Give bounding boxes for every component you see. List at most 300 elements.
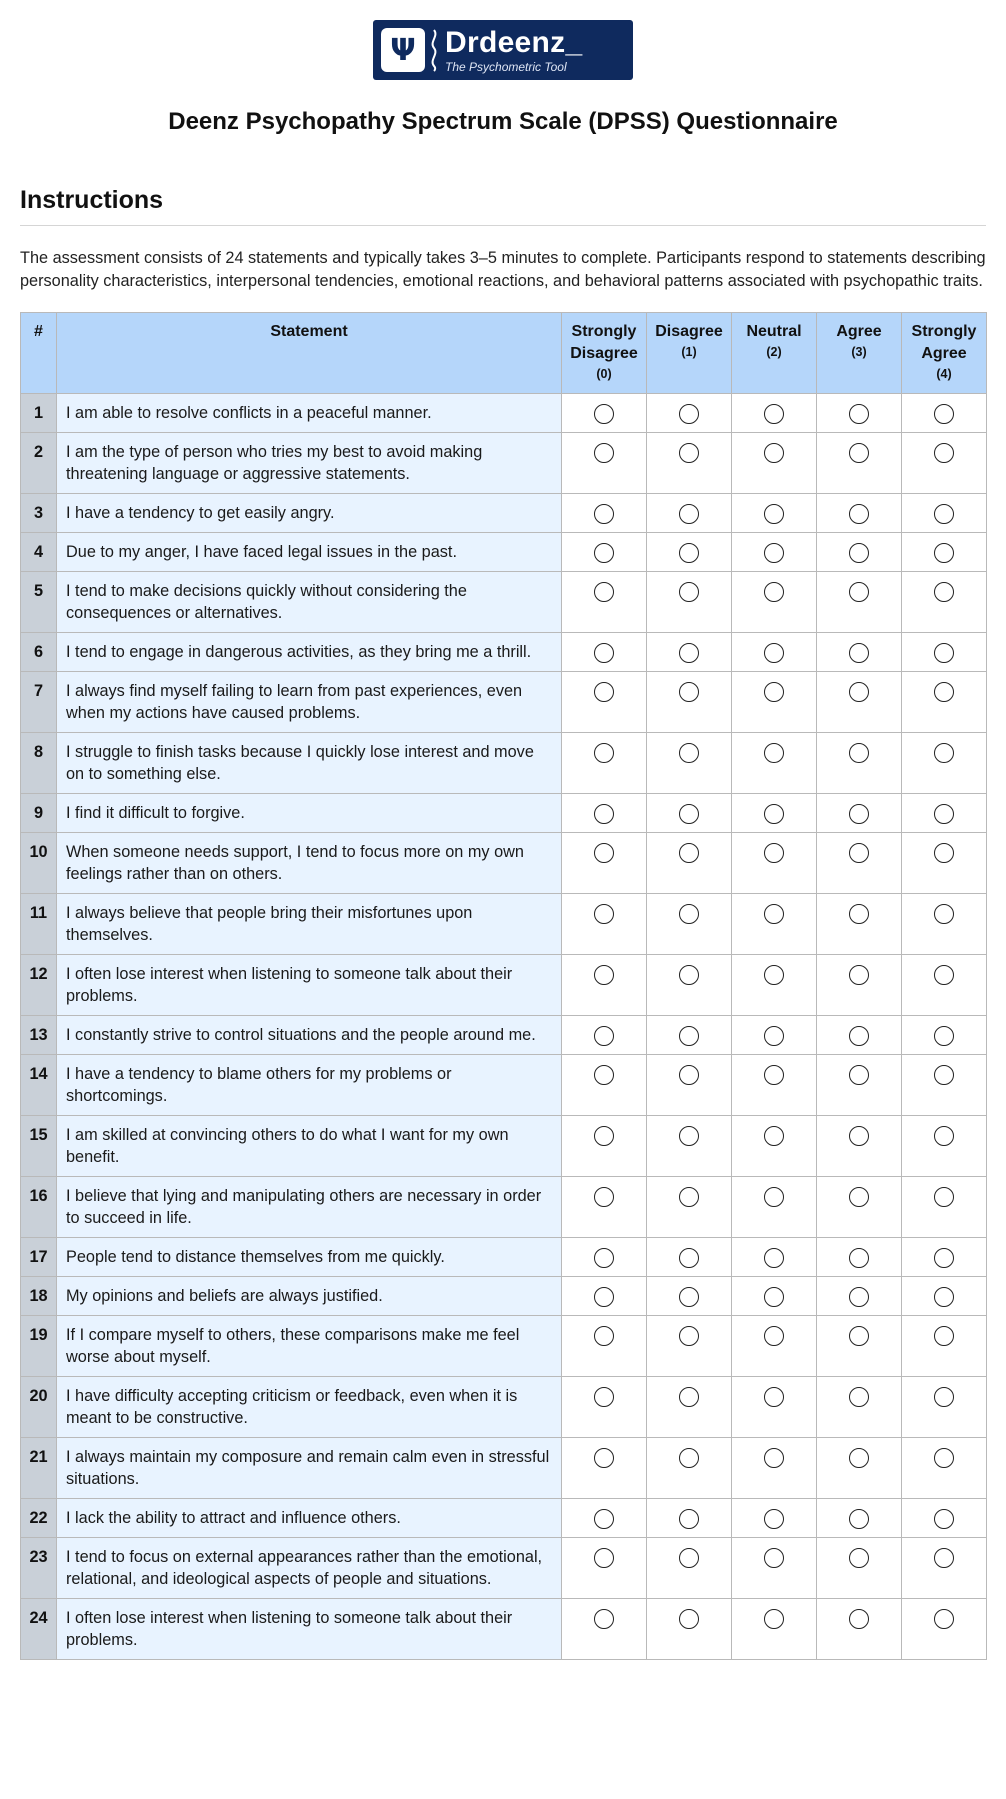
- row-number: 22: [21, 1499, 57, 1538]
- answer-cell: [562, 633, 647, 672]
- answer-cell: [562, 1316, 647, 1377]
- answer-radio[interactable]: [934, 904, 954, 924]
- answer-radio[interactable]: [934, 1026, 954, 1046]
- answer-cell: [817, 1016, 902, 1055]
- answer-radio[interactable]: [679, 543, 699, 563]
- answer-cell: [647, 1599, 732, 1660]
- answer-cell: [902, 1316, 987, 1377]
- answer-radio[interactable]: [934, 643, 954, 663]
- answer-cell: [562, 394, 647, 433]
- table-header-row: [21, 313, 987, 394]
- answer-radio[interactable]: [764, 1065, 784, 1085]
- answer-cell: [647, 494, 732, 533]
- row-statement: I find it difficult to forgive.: [57, 794, 562, 833]
- answer-radio[interactable]: [764, 965, 784, 985]
- answer-cell: [732, 1016, 817, 1055]
- row-statement: I always maintain my composure and remain calm even in stressful situations.: [57, 1438, 562, 1499]
- answer-radio[interactable]: [594, 965, 614, 985]
- table-row: [21, 894, 987, 955]
- table-row: [21, 955, 987, 1016]
- row-number: 16: [21, 1177, 57, 1238]
- answer-radio[interactable]: [679, 804, 699, 824]
- answer-cell: [562, 1377, 647, 1438]
- answer-cell: [902, 733, 987, 794]
- header-option-label: Agree: [836, 323, 882, 340]
- answer-radio[interactable]: [594, 1126, 614, 1146]
- answer-radio[interactable]: [934, 743, 954, 763]
- table-row: [21, 1116, 987, 1177]
- answer-radio[interactable]: [594, 1326, 614, 1346]
- answer-radio[interactable]: [764, 1448, 784, 1468]
- answer-cell: [817, 533, 902, 572]
- row-statement: I always find myself failing to learn from past experiences, even when my actions have caused problems.: [57, 672, 562, 733]
- row-statement: My opinions and beliefs are always justified.: [57, 1277, 562, 1316]
- answer-cell: [562, 1177, 647, 1238]
- answer-radio[interactable]: [764, 582, 784, 602]
- answer-cell: [732, 1438, 817, 1499]
- answer-cell: [817, 894, 902, 955]
- answer-radio[interactable]: [934, 582, 954, 602]
- answer-cell: [732, 633, 817, 672]
- answer-radio[interactable]: [934, 1609, 954, 1629]
- instructions-text: The assessment consists of 24 statements and typically takes 3–5 minutes to complete. Participants respond to statements describing personality characteristics, interpersonal tendencies, emotional reactions, and behavioral patterns associated with psychopathic traits.: [20, 249, 986, 290]
- answer-cell: [902, 572, 987, 633]
- header-option-label: Strongly Disagree: [570, 323, 638, 362]
- answer-cell: [647, 1316, 732, 1377]
- answer-cell: [562, 433, 647, 494]
- answer-cell: [732, 1177, 817, 1238]
- answer-radio[interactable]: [849, 643, 869, 663]
- answer-cell: [647, 1238, 732, 1277]
- table-row: [21, 733, 987, 794]
- answer-radio[interactable]: [764, 1026, 784, 1046]
- row-statement: I have a tendency to blame others for my problems or shortcomings.: [57, 1055, 562, 1116]
- row-number: 19: [21, 1316, 57, 1377]
- answer-cell: [902, 955, 987, 1016]
- row-number: 3: [21, 494, 57, 533]
- answer-cell: [562, 533, 647, 572]
- answer-radio[interactable]: [849, 1548, 869, 1568]
- answer-cell: [647, 1438, 732, 1499]
- answer-radio[interactable]: [934, 1548, 954, 1568]
- answer-radio[interactable]: [764, 1326, 784, 1346]
- answer-cell: [732, 1377, 817, 1438]
- answer-radio[interactable]: [934, 804, 954, 824]
- answer-cell: [562, 1599, 647, 1660]
- answer-radio[interactable]: [934, 1065, 954, 1085]
- answer-radio[interactable]: [594, 443, 614, 463]
- row-number: 1: [21, 394, 57, 433]
- table-row: [21, 533, 987, 572]
- answer-cell: [647, 1116, 732, 1177]
- header-option-score: (4): [936, 367, 952, 381]
- row-number: 23: [21, 1538, 57, 1599]
- answer-cell: [817, 1599, 902, 1660]
- answer-radio[interactable]: [934, 843, 954, 863]
- answer-cell: [817, 1238, 902, 1277]
- row-statement: I tend to engage in dangerous activities, as they bring me a thrill.: [57, 633, 562, 672]
- answer-radio[interactable]: [849, 965, 869, 985]
- logo-tagline: The Psychometric Tool: [445, 59, 567, 74]
- answer-cell: [902, 1116, 987, 1177]
- row-number: 14: [21, 1055, 57, 1116]
- answer-radio[interactable]: [849, 843, 869, 863]
- answer-cell: [817, 494, 902, 533]
- answer-cell: [817, 1377, 902, 1438]
- answer-radio[interactable]: [849, 1026, 869, 1046]
- answer-cell: [902, 794, 987, 833]
- answer-radio[interactable]: [679, 904, 699, 924]
- row-statement: I constantly strive to control situations and the people around me.: [57, 1016, 562, 1055]
- answer-cell: [732, 1316, 817, 1377]
- answer-radio[interactable]: [934, 443, 954, 463]
- answer-radio[interactable]: [934, 965, 954, 985]
- answer-cell: [562, 1538, 647, 1599]
- answer-cell: [902, 1238, 987, 1277]
- row-number: 11: [21, 894, 57, 955]
- row-number: 5: [21, 572, 57, 633]
- answer-cell: [817, 1316, 902, 1377]
- answer-radio[interactable]: [594, 543, 614, 563]
- answer-radio[interactable]: [934, 504, 954, 524]
- answer-cell: [562, 672, 647, 733]
- answer-radio[interactable]: [764, 543, 784, 563]
- table-row: [21, 1055, 987, 1116]
- answer-radio[interactable]: [679, 582, 699, 602]
- answer-radio[interactable]: [764, 904, 784, 924]
- answer-radio[interactable]: [764, 1187, 784, 1207]
- answer-radio[interactable]: [679, 1448, 699, 1468]
- row-statement: When someone needs support, I tend to focus more on my own feelings rather than on others.: [57, 833, 562, 894]
- header-option-score: (3): [851, 345, 867, 359]
- answer-cell: [562, 494, 647, 533]
- answer-cell: [902, 1499, 987, 1538]
- answer-radio[interactable]: [679, 1387, 699, 1407]
- header-option-score: (1): [681, 345, 697, 359]
- row-number: 15: [21, 1116, 57, 1177]
- answer-cell: [562, 1055, 647, 1116]
- answer-cell: [902, 833, 987, 894]
- answer-radio[interactable]: [934, 1387, 954, 1407]
- answer-cell: [647, 733, 732, 794]
- row-number: 20: [21, 1377, 57, 1438]
- answer-cell: [647, 833, 732, 894]
- answer-cell: [817, 733, 902, 794]
- answer-radio[interactable]: [764, 682, 784, 702]
- answer-radio[interactable]: [594, 1248, 614, 1268]
- answer-radio[interactable]: [934, 1187, 954, 1207]
- answer-radio[interactable]: [849, 504, 869, 524]
- answer-cell: [647, 433, 732, 494]
- answer-radio[interactable]: [594, 1187, 614, 1207]
- table-row: [21, 1016, 987, 1055]
- answer-radio[interactable]: [594, 1287, 614, 1307]
- answer-radio[interactable]: [934, 1509, 954, 1529]
- answer-cell: [732, 894, 817, 955]
- answer-radio[interactable]: [764, 1387, 784, 1407]
- answer-cell: [732, 794, 817, 833]
- answer-cell: [902, 394, 987, 433]
- answer-radio[interactable]: [679, 643, 699, 663]
- answer-radio[interactable]: [764, 643, 784, 663]
- answer-cell: [562, 1238, 647, 1277]
- answer-cell: [732, 1499, 817, 1538]
- row-number: 4: [21, 533, 57, 572]
- answer-cell: [817, 833, 902, 894]
- answer-radio[interactable]: [679, 1287, 699, 1307]
- header-option-label: Strongly Agree: [911, 323, 977, 362]
- answer-cell: [817, 1499, 902, 1538]
- answer-cell: [902, 672, 987, 733]
- answer-cell: [817, 1116, 902, 1177]
- answer-radio[interactable]: [594, 1387, 614, 1407]
- answer-cell: [902, 1055, 987, 1116]
- answer-cell: [817, 633, 902, 672]
- questionnaire-table: [20, 312, 987, 1660]
- answer-radio[interactable]: [594, 804, 614, 824]
- answer-radio[interactable]: [679, 1026, 699, 1046]
- answer-radio[interactable]: [849, 1248, 869, 1268]
- answer-radio[interactable]: [594, 504, 614, 524]
- answer-cell: [817, 672, 902, 733]
- answer-radio[interactable]: [849, 582, 869, 602]
- answer-cell: [902, 1538, 987, 1599]
- row-number: 24: [21, 1599, 57, 1660]
- answer-radio[interactable]: [764, 1609, 784, 1629]
- answer-cell: [732, 1055, 817, 1116]
- answer-radio[interactable]: [679, 1326, 699, 1346]
- answer-radio[interactable]: [764, 1126, 784, 1146]
- answer-cell: [647, 1499, 732, 1538]
- answer-radio[interactable]: [849, 1287, 869, 1307]
- answer-radio[interactable]: [849, 404, 869, 424]
- logo: [373, 20, 633, 80]
- answer-radio[interactable]: [764, 843, 784, 863]
- answer-radio[interactable]: [594, 1448, 614, 1468]
- answer-radio[interactable]: [764, 443, 784, 463]
- answer-radio[interactable]: [849, 443, 869, 463]
- answer-radio[interactable]: [849, 743, 869, 763]
- answer-radio[interactable]: [679, 404, 699, 424]
- answer-cell: [732, 433, 817, 494]
- answer-cell: [902, 533, 987, 572]
- row-number: 21: [21, 1438, 57, 1499]
- answer-radio[interactable]: [934, 1287, 954, 1307]
- answer-radio[interactable]: [849, 1326, 869, 1346]
- logo-text: [445, 25, 583, 74]
- answer-radio[interactable]: [934, 1326, 954, 1346]
- answer-radio[interactable]: [679, 1509, 699, 1529]
- answer-radio[interactable]: [594, 1548, 614, 1568]
- table-row: [21, 1238, 987, 1277]
- answer-radio[interactable]: [594, 682, 614, 702]
- table-row: [21, 794, 987, 833]
- instructions-heading: Instructions: [20, 186, 986, 226]
- answer-radio[interactable]: [679, 1609, 699, 1629]
- answer-cell: [562, 1016, 647, 1055]
- answer-cell: [562, 1499, 647, 1538]
- answer-radio[interactable]: [679, 682, 699, 702]
- answer-radio[interactable]: [849, 1187, 869, 1207]
- answer-cell: [902, 1177, 987, 1238]
- table-row: [21, 394, 987, 433]
- answer-radio[interactable]: [849, 1126, 869, 1146]
- answer-cell: [647, 1177, 732, 1238]
- row-statement: If I compare myself to others, these comparisons make me feel worse about myself.: [57, 1316, 562, 1377]
- answer-radio[interactable]: [764, 1548, 784, 1568]
- answer-radio[interactable]: [849, 1387, 869, 1407]
- answer-radio[interactable]: [594, 843, 614, 863]
- row-number: 13: [21, 1016, 57, 1055]
- answer-radio[interactable]: [849, 904, 869, 924]
- answer-radio[interactable]: [764, 804, 784, 824]
- answer-radio[interactable]: [594, 404, 614, 424]
- answer-radio[interactable]: [764, 504, 784, 524]
- table-row: [21, 433, 987, 494]
- row-number: 2: [21, 433, 57, 494]
- answer-radio[interactable]: [594, 743, 614, 763]
- row-number: 18: [21, 1277, 57, 1316]
- answer-radio[interactable]: [934, 543, 954, 563]
- table-row: [21, 1316, 987, 1377]
- answer-cell: [732, 1116, 817, 1177]
- row-statement: I am able to resolve conflicts in a peaceful manner.: [57, 394, 562, 433]
- table-row: [21, 1599, 987, 1660]
- answer-radio[interactable]: [594, 582, 614, 602]
- answer-cell: [647, 533, 732, 572]
- answer-cell: [647, 1016, 732, 1055]
- answer-cell: [817, 794, 902, 833]
- answer-radio[interactable]: [764, 404, 784, 424]
- answer-cell: [562, 894, 647, 955]
- header-option-label: Neutral: [746, 323, 802, 340]
- table-row: [21, 572, 987, 633]
- header-option-score: (0): [596, 367, 612, 381]
- row-number: 8: [21, 733, 57, 794]
- answer-cell: [732, 955, 817, 1016]
- table-row: [21, 633, 987, 672]
- answer-cell: [562, 955, 647, 1016]
- answer-cell: [902, 1277, 987, 1316]
- answer-cell: [647, 1538, 732, 1599]
- row-number: 17: [21, 1238, 57, 1277]
- answer-radio[interactable]: [679, 443, 699, 463]
- answer-cell: [732, 1238, 817, 1277]
- header-statement: Statement: [57, 313, 562, 394]
- answer-radio[interactable]: [679, 1548, 699, 1568]
- answer-cell: [817, 1438, 902, 1499]
- answer-radio[interactable]: [594, 1609, 614, 1629]
- answer-radio[interactable]: [934, 1248, 954, 1268]
- answer-cell: [732, 1277, 817, 1316]
- row-statement: I am the type of person who tries my best to avoid making threatening language or aggressive statements.: [57, 433, 562, 494]
- answer-cell: [817, 433, 902, 494]
- answer-radio[interactable]: [594, 1065, 614, 1085]
- answer-radio[interactable]: [934, 1448, 954, 1468]
- answer-radio[interactable]: [679, 1187, 699, 1207]
- logo-container: [0, 0, 1006, 80]
- answer-radio[interactable]: [934, 1126, 954, 1146]
- answer-radio[interactable]: [764, 1248, 784, 1268]
- answer-cell: [562, 833, 647, 894]
- instructions-section: [20, 186, 986, 292]
- row-statement: Due to my anger, I have faced legal issues in the past.: [57, 533, 562, 572]
- wave-icon: [427, 28, 441, 72]
- answer-cell: [902, 1016, 987, 1055]
- answer-cell: [732, 572, 817, 633]
- row-statement: I am skilled at convincing others to do what I want for my own benefit.: [57, 1116, 562, 1177]
- answer-radio[interactable]: [764, 743, 784, 763]
- answer-cell: [562, 1277, 647, 1316]
- answer-radio[interactable]: [764, 1287, 784, 1307]
- answer-radio[interactable]: [849, 804, 869, 824]
- answer-radio[interactable]: [764, 1509, 784, 1529]
- answer-cell: [902, 1599, 987, 1660]
- answer-radio[interactable]: [594, 643, 614, 663]
- answer-cell: [562, 1438, 647, 1499]
- answer-cell: [902, 494, 987, 533]
- answer-radio[interactable]: [594, 1026, 614, 1046]
- answer-cell: [817, 1177, 902, 1238]
- answer-cell: [562, 794, 647, 833]
- row-number: 6: [21, 633, 57, 672]
- answer-radio[interactable]: [679, 1248, 699, 1268]
- answer-cell: [817, 394, 902, 433]
- answer-radio[interactable]: [679, 843, 699, 863]
- answer-cell: [902, 433, 987, 494]
- answer-cell: [902, 1377, 987, 1438]
- answer-radio[interactable]: [679, 504, 699, 524]
- header-option: [647, 313, 732, 394]
- answer-radio[interactable]: [849, 1065, 869, 1085]
- answer-radio[interactable]: [849, 682, 869, 702]
- answer-radio[interactable]: [679, 965, 699, 985]
- answer-cell: [817, 1538, 902, 1599]
- page-title: Deenz Psychopathy Spectrum Scale (DPSS) Questionnaire: [168, 108, 838, 135]
- answer-radio[interactable]: [934, 404, 954, 424]
- answer-radio[interactable]: [594, 1509, 614, 1529]
- header-option-score: (2): [766, 345, 782, 359]
- answer-radio[interactable]: [849, 1509, 869, 1529]
- row-statement: I have a tendency to get easily angry.: [57, 494, 562, 533]
- table-row: [21, 1499, 987, 1538]
- answer-radio[interactable]: [679, 743, 699, 763]
- answer-radio[interactable]: [679, 1126, 699, 1146]
- answer-cell: [647, 894, 732, 955]
- answer-cell: [817, 1055, 902, 1116]
- answer-radio[interactable]: [934, 682, 954, 702]
- answer-radio[interactable]: [594, 904, 614, 924]
- table-row: [21, 1538, 987, 1599]
- header-option: [817, 313, 902, 394]
- answer-radio[interactable]: [849, 1448, 869, 1468]
- row-number: 12: [21, 955, 57, 1016]
- answer-radio[interactable]: [849, 1609, 869, 1629]
- header-number: #: [21, 313, 57, 394]
- header-option: [732, 313, 817, 394]
- row-number: 7: [21, 672, 57, 733]
- row-number: 10: [21, 833, 57, 894]
- answer-radio[interactable]: [679, 1065, 699, 1085]
- table-row: [21, 833, 987, 894]
- table-row: [21, 1438, 987, 1499]
- answer-radio[interactable]: [849, 543, 869, 563]
- row-statement: I lack the ability to attract and influence others.: [57, 1499, 562, 1538]
- row-statement: I tend to focus on external appearances rather than the emotional, relational, and ideological aspects of people and situations.: [57, 1538, 562, 1599]
- answer-cell: [732, 394, 817, 433]
- table-row: [21, 1377, 987, 1438]
- answer-cell: [562, 1116, 647, 1177]
